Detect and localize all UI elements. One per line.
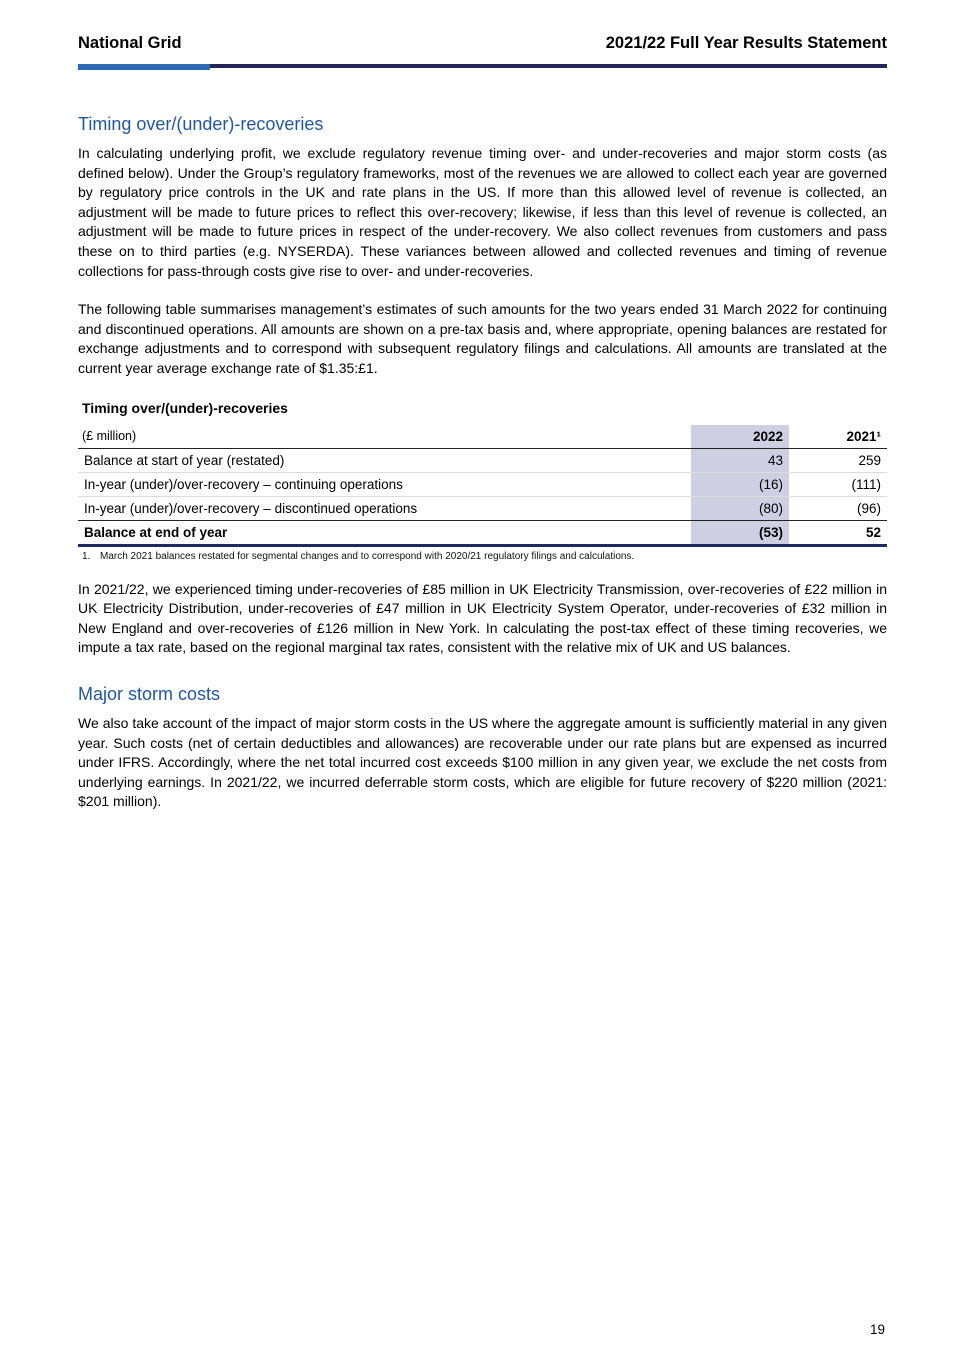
footnote-marker: 1. (82, 550, 91, 562)
row-value-2022: 43 (691, 448, 789, 472)
row-value-2021: 259 (789, 448, 887, 472)
timing-recoveries-table (78, 425, 887, 547)
section-heading-storm: Major storm costs (78, 683, 221, 704)
row-label: Balance at end of year (78, 520, 691, 545)
row-label: In-year (under)/over-recovery – discontinued operations (84, 500, 418, 516)
page-header (78, 34, 887, 53)
table-header (78, 425, 887, 449)
timing-paragraph-2: The following table summarises management’s estimates of such amounts for the two years ended 31 March 2022 for continuing and discontinued operations. All amounts are shown on a pre-tax basis and, where appropriate, opening balances are restated for exchange adjustments and to correspond with subsequent regulatory filings and calculations. All amounts are translated at the current year average exchange rate of $1.35:£1. (78, 301, 887, 376)
row-value-2021: 52 (789, 520, 887, 545)
storm-paragraph-1: We also take account of the impact of major storm costs in the US where the aggregate amount is sufficiently material in any given year. Such costs (net of certain deductibles and allowances) are recoverable under our rate plans but are expensed as incurred under IFRS. Accordingly, where the net total incurred cost exceeds $100 million in any given year, we exclude the net costs from underlying earnings. In 2021/22, we incurred deferrable storm costs, which are eligible for future recovery of $220 million (2021: $201 million). (78, 714, 887, 810)
header-document-title: 2021/22 Full Year Results Statement (605, 34, 887, 52)
table-title: Timing over/(under)-recoveries (82, 399, 288, 416)
table-footnote (78, 550, 887, 563)
section-heading-timing: Timing over/(under)-recoveries (78, 114, 324, 134)
page-number: 19 (869, 1322, 885, 1337)
table-total-row (78, 520, 887, 545)
header-rule (78, 64, 887, 70)
timing-paragraph-3: In 2021/22, we experienced timing under-recoveries of £85 million in UK Electricity Transmission, over-recoveries of £22 million in UK Electricity Distribution, under-recoveries of £47 million in UK Electricity System Operator, under-recoveries of £32 million in New England and over-recoveries of £126 million in New York. In calculating the post-tax effect of these timing recoveries, we impute a tax rate, based on the regional marginal tax rates, consistent with the relative mix of UK and US balances. (78, 580, 887, 656)
row-value-2022: (53) (691, 520, 789, 545)
table-column-2021: 2021¹ (789, 425, 887, 449)
row-value-2021: (111) (789, 472, 887, 496)
footnote-text: March 2021 balances restated for segmental changes and to correspond with 2020/21 regulatory filings and calculations. (100, 550, 635, 562)
header-rule-dark-segment (210, 64, 887, 68)
row-value-2022: (80) (691, 496, 789, 520)
header-company-title: National Grid (78, 34, 182, 52)
table-row (78, 472, 887, 496)
row-value-2021: (96) (856, 500, 881, 516)
table-row (78, 448, 887, 472)
row-label: Balance at start of year (restated) (78, 448, 691, 472)
row-label: In-year (under)/over-recovery – continuing operations (78, 472, 691, 496)
timing-paragraph-1: In calculating underlying profit, we exclude regulatory revenue timing over- and under-recoveries and major storm costs (as defined below). Under the Group’s regulatory frameworks, most of the revenues we are allowed to collect each year are governed by regulatory price controls in the UK and rate plans in the US. If more than this allowed level of revenue is collected, an adjustment will be made to future prices to reflect this over-recovery; likewise, if less than this level of revenue is collected, an adjustment will be made to future prices in respect of the under-recovery. We also collect revenues from customers and pass these on to third parties (e.g. NYSERDA). These variances between allowed and collected revenues and timing of revenue collections for pass-through costs give rise to over- and under-recoveries. (78, 145, 887, 279)
table-column-2022: 2022 (691, 425, 789, 449)
row-value-2022: (16) (691, 472, 789, 496)
table-row (78, 496, 887, 520)
table-unit-label: (£ million) (78, 425, 691, 449)
header-rule-blue-segment (78, 64, 210, 70)
